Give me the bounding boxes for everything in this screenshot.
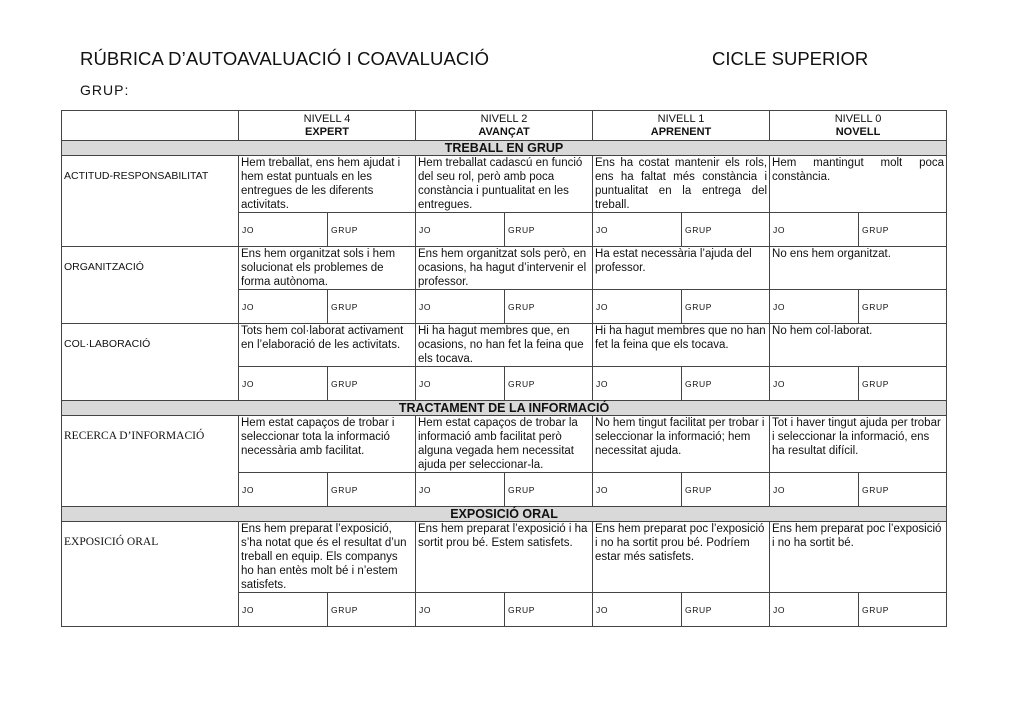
grup-cell[interactable]: GRUP <box>505 473 593 507</box>
criterion-row <box>62 522 947 593</box>
jo-cell[interactable]: JO <box>416 367 505 401</box>
grup-cell[interactable]: GRUP <box>859 367 947 401</box>
criterion-row <box>62 416 947 473</box>
section-header-row <box>62 507 947 522</box>
descriptor-cell: Hi ha hagut membres que, en ocasions, no han fet la feina que els tocava. <box>416 324 593 367</box>
level-number: NIVELL 2 <box>480 112 528 125</box>
grup-cell[interactable]: GRUP <box>328 367 416 401</box>
level-number: NIVELL 0 <box>834 112 882 125</box>
group-label: GRUP: <box>80 82 130 98</box>
jo-cell[interactable]: JO <box>239 473 328 507</box>
descriptor-cell: Tots hem col·laborat activament en l’elaboració de les activitats. <box>239 324 416 367</box>
descriptor-cell: Ens hem organitzat sols però, en ocasions, ha hagut d’intervenir el professor. <box>416 247 593 290</box>
descriptor-cell: Tot i haver tingut ajuda per trobar i seleccionar la informació, ens ha resultat difícil. <box>770 416 947 473</box>
jo-cell[interactable]: JO <box>770 473 859 507</box>
grup-cell[interactable]: GRUP <box>682 213 770 247</box>
corner-cell <box>62 111 239 141</box>
level-name: APRENENT <box>650 125 712 138</box>
grup-cell[interactable]: GRUP <box>328 290 416 324</box>
jo-cell[interactable]: JO <box>416 213 505 247</box>
level-name: EXPERT <box>304 125 349 138</box>
jo-cell[interactable]: JO <box>239 593 328 627</box>
cycle-label: CICLE SUPERIOR <box>712 48 869 69</box>
grup-cell[interactable]: GRUP <box>328 473 416 507</box>
descriptor-cell: Ens hem preparat l’exposició, s’ha notat que és el resultat d’un treball en equip. Els companys ho han entès molt bé i n’estem satisfets. <box>239 522 416 593</box>
jo-cell[interactable]: JO <box>770 290 859 324</box>
section-header-row <box>62 401 947 416</box>
descriptor-cell: Ens ha costat mantenir els rols, ens ha faltat més constància i puntualitat en la entrega del treball. <box>593 156 770 213</box>
criterion-row <box>62 156 947 213</box>
level-header <box>593 111 770 141</box>
criterion-name: EXPOSICIÓ ORAL <box>62 522 239 627</box>
jo-cell[interactable]: JO <box>770 593 859 627</box>
descriptor-cell: Hem mantingut molt poca constància. <box>770 156 947 213</box>
jo-cell[interactable]: JO <box>416 473 505 507</box>
jo-cell[interactable]: JO <box>770 367 859 401</box>
descriptor-cell: Ens hem organitzat sols i hem solucionat els problemes de forma autònoma. <box>239 247 416 290</box>
jo-cell[interactable]: JO <box>593 290 682 324</box>
criterion-name: ORGANITZACIÓ <box>62 247 239 324</box>
section-title: EXPOSICIÓ ORAL <box>62 507 947 522</box>
descriptor-cell: No hem tingut facilitat per trobar i seleccionar la informació; hem necessitat ajuda. <box>593 416 770 473</box>
level-name: AVANÇAT <box>478 125 530 138</box>
level-header <box>239 111 416 141</box>
criterion-name: ACTITUD-RESPONSABILITAT <box>62 156 239 247</box>
jo-cell[interactable]: JO <box>416 593 505 627</box>
section-header-row <box>62 141 947 156</box>
descriptor-cell: Hem treballat, ens hem ajudat i hem estat puntuals en les entregues de les diferents activitats. <box>239 156 416 213</box>
jo-cell[interactable]: JO <box>593 367 682 401</box>
jo-cell[interactable]: JO <box>593 593 682 627</box>
section-title: TREBALL EN GRUP <box>62 141 947 156</box>
descriptor-cell: No ens hem organitzat. <box>770 247 947 290</box>
grup-cell[interactable]: GRUP <box>682 593 770 627</box>
grup-cell[interactable]: GRUP <box>859 213 947 247</box>
level-header <box>416 111 593 141</box>
grup-cell[interactable]: GRUP <box>505 213 593 247</box>
grup-cell[interactable]: GRUP <box>859 473 947 507</box>
jo-cell[interactable]: JO <box>239 367 328 401</box>
descriptor-cell: Ens hem preparat poc l’exposició i no ha sortit prou bé. Podríem estar més satisfets. <box>593 522 770 593</box>
criterion-name: RECERCA D’INFORMACIÓ <box>62 416 239 507</box>
page-title: RÚBRICA D’AUTOAVALUACIÓ I COAVALUACIÓ <box>80 48 490 69</box>
descriptor-cell: Hem estat capaços de trobar la informació amb facilitat però alguna vegada hem necessitat ajuda per seleccionar-la. <box>416 416 593 473</box>
grup-cell[interactable]: GRUP <box>328 593 416 627</box>
jo-cell[interactable]: JO <box>416 290 505 324</box>
rubric-table <box>61 110 947 627</box>
jo-cell[interactable]: JO <box>770 213 859 247</box>
level-number: NIVELL 1 <box>657 112 705 125</box>
grup-cell[interactable]: GRUP <box>859 290 947 324</box>
jo-cell[interactable]: JO <box>239 213 328 247</box>
grup-cell[interactable]: GRUP <box>505 367 593 401</box>
criterion-name: COL·LABORACIÓ <box>62 324 239 401</box>
descriptor-cell: Ens hem preparat poc l’exposició i no ha sortit bé. <box>770 522 947 593</box>
descriptor-cell: No hem col·laborat. <box>770 324 947 367</box>
jo-cell[interactable]: JO <box>593 473 682 507</box>
grup-cell[interactable]: GRUP <box>682 290 770 324</box>
descriptor-cell: Ha estat necessària l’ajuda del professor. <box>593 247 770 290</box>
grup-cell[interactable]: GRUP <box>505 290 593 324</box>
criterion-row <box>62 247 947 290</box>
level-number: NIVELL 4 <box>303 112 351 125</box>
levels-header-row <box>62 111 947 141</box>
descriptor-cell: Hi ha hagut membres que no han fet la feina que els tocava. <box>593 324 770 367</box>
grup-cell[interactable]: GRUP <box>682 473 770 507</box>
grup-cell[interactable]: GRUP <box>859 593 947 627</box>
descriptor-cell: Ens hem preparat l’exposició i ha sortit prou bé. Estem satisfets. <box>416 522 593 593</box>
criterion-row <box>62 324 947 367</box>
grup-cell[interactable]: GRUP <box>682 367 770 401</box>
level-name: NOVELL <box>835 125 881 138</box>
descriptor-cell: Hem estat capaços de trobar i seleccionar tota la informació necessària amb facilitat. <box>239 416 416 473</box>
jo-cell[interactable]: JO <box>593 213 682 247</box>
section-title: TRACTAMENT DE LA INFORMACIÓ <box>62 401 947 416</box>
level-header <box>770 111 947 141</box>
grup-cell[interactable]: GRUP <box>505 593 593 627</box>
grup-cell[interactable]: GRUP <box>328 213 416 247</box>
jo-cell[interactable]: JO <box>239 290 328 324</box>
descriptor-cell: Hem treballat cadascú en funció del seu rol, però amb poca constància i puntualitat en les entregues. <box>416 156 593 213</box>
